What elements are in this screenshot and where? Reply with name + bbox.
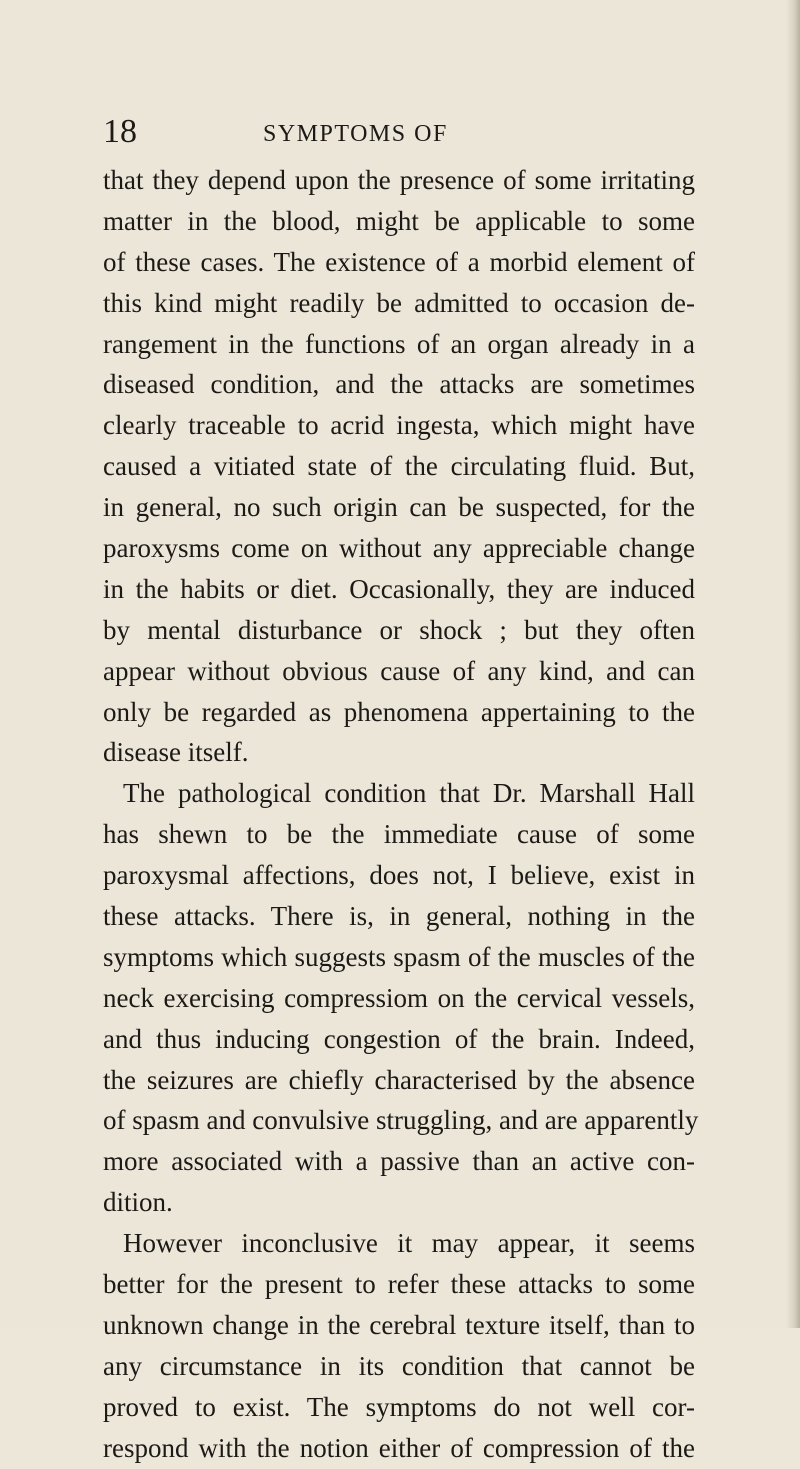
text-line: has shewn to be the immediate cause of some xyxy=(103,819,695,850)
text-line: symptoms which suggests spasm of the muscles of the xyxy=(103,941,695,972)
text-line: proved to exist. The symptoms do not well cor- xyxy=(103,1391,695,1422)
text-line: by mental disturbance or shock ; but they often xyxy=(103,614,695,645)
text-line: this kind might readily be admitted to occasion de- xyxy=(103,287,695,318)
text-line: of these cases. The existence of a morbid element of xyxy=(103,246,695,277)
text-line: The pathological condition that Dr. Marshall Hall xyxy=(123,778,695,809)
text-line: respond with the notion either of compression of the xyxy=(103,1432,695,1463)
text-line: only be regarded as phenomena appertaining to the xyxy=(103,696,695,727)
text-line: these attacks. There is, in general, nothing in the xyxy=(103,901,695,932)
text-line: the seizures are chiefly characterised by the absence xyxy=(103,1064,695,1095)
text-line: However inconclusive it may appear, it seems xyxy=(123,1228,695,1259)
text-line: in the habits or diet. Occasionally, they are induced xyxy=(103,573,695,604)
text-line: matter in the blood, might be applicable to some xyxy=(103,205,695,236)
running-head: SYMPTOMS OF xyxy=(263,121,448,147)
page-edge-shadow xyxy=(786,0,800,1328)
text-line: that they depend upon the presence of some irritating xyxy=(103,165,695,195)
text-line: more associated with a passive than an active con- xyxy=(103,1146,695,1177)
text-line: clearly traceable to acrid ingesta, which might have xyxy=(103,410,695,441)
text-line: disease itself. xyxy=(103,737,249,768)
text-line: unknown change in the cerebral texture itself, than to xyxy=(103,1309,695,1340)
text-line: neck exercising compressiom on the cervical vessels, xyxy=(103,982,695,1013)
text-line: and thus inducing congestion of the brain. Indeed, xyxy=(103,1023,695,1054)
text-line: appear without obvious cause of any kind, and can xyxy=(103,655,695,686)
page-header xyxy=(103,112,703,156)
text-line: in general, no such origin can be suspected, for the xyxy=(103,492,695,523)
text-line: rangement in the functions of an organ already in a xyxy=(103,328,695,359)
text-line: dition. xyxy=(103,1187,173,1218)
text-line: diseased condition, and the attacks are sometimes xyxy=(103,369,695,400)
text-line: caused a vitiated state of the circulating fluid. But, xyxy=(103,451,695,482)
text-line: any circumstance in its condition that cannot be xyxy=(103,1350,695,1381)
page-number: 18 xyxy=(103,113,137,150)
text-line: of spasm and convulsive struggling, and are apparently xyxy=(103,1105,699,1136)
text-line: better for the present to refer these attacks to some xyxy=(103,1269,695,1300)
text-line: paroxysmal affections, does not, I believe, exist in xyxy=(103,860,695,891)
body-text xyxy=(103,160,699,1469)
text-line: paroxysms come on without any appreciable change xyxy=(103,533,695,564)
